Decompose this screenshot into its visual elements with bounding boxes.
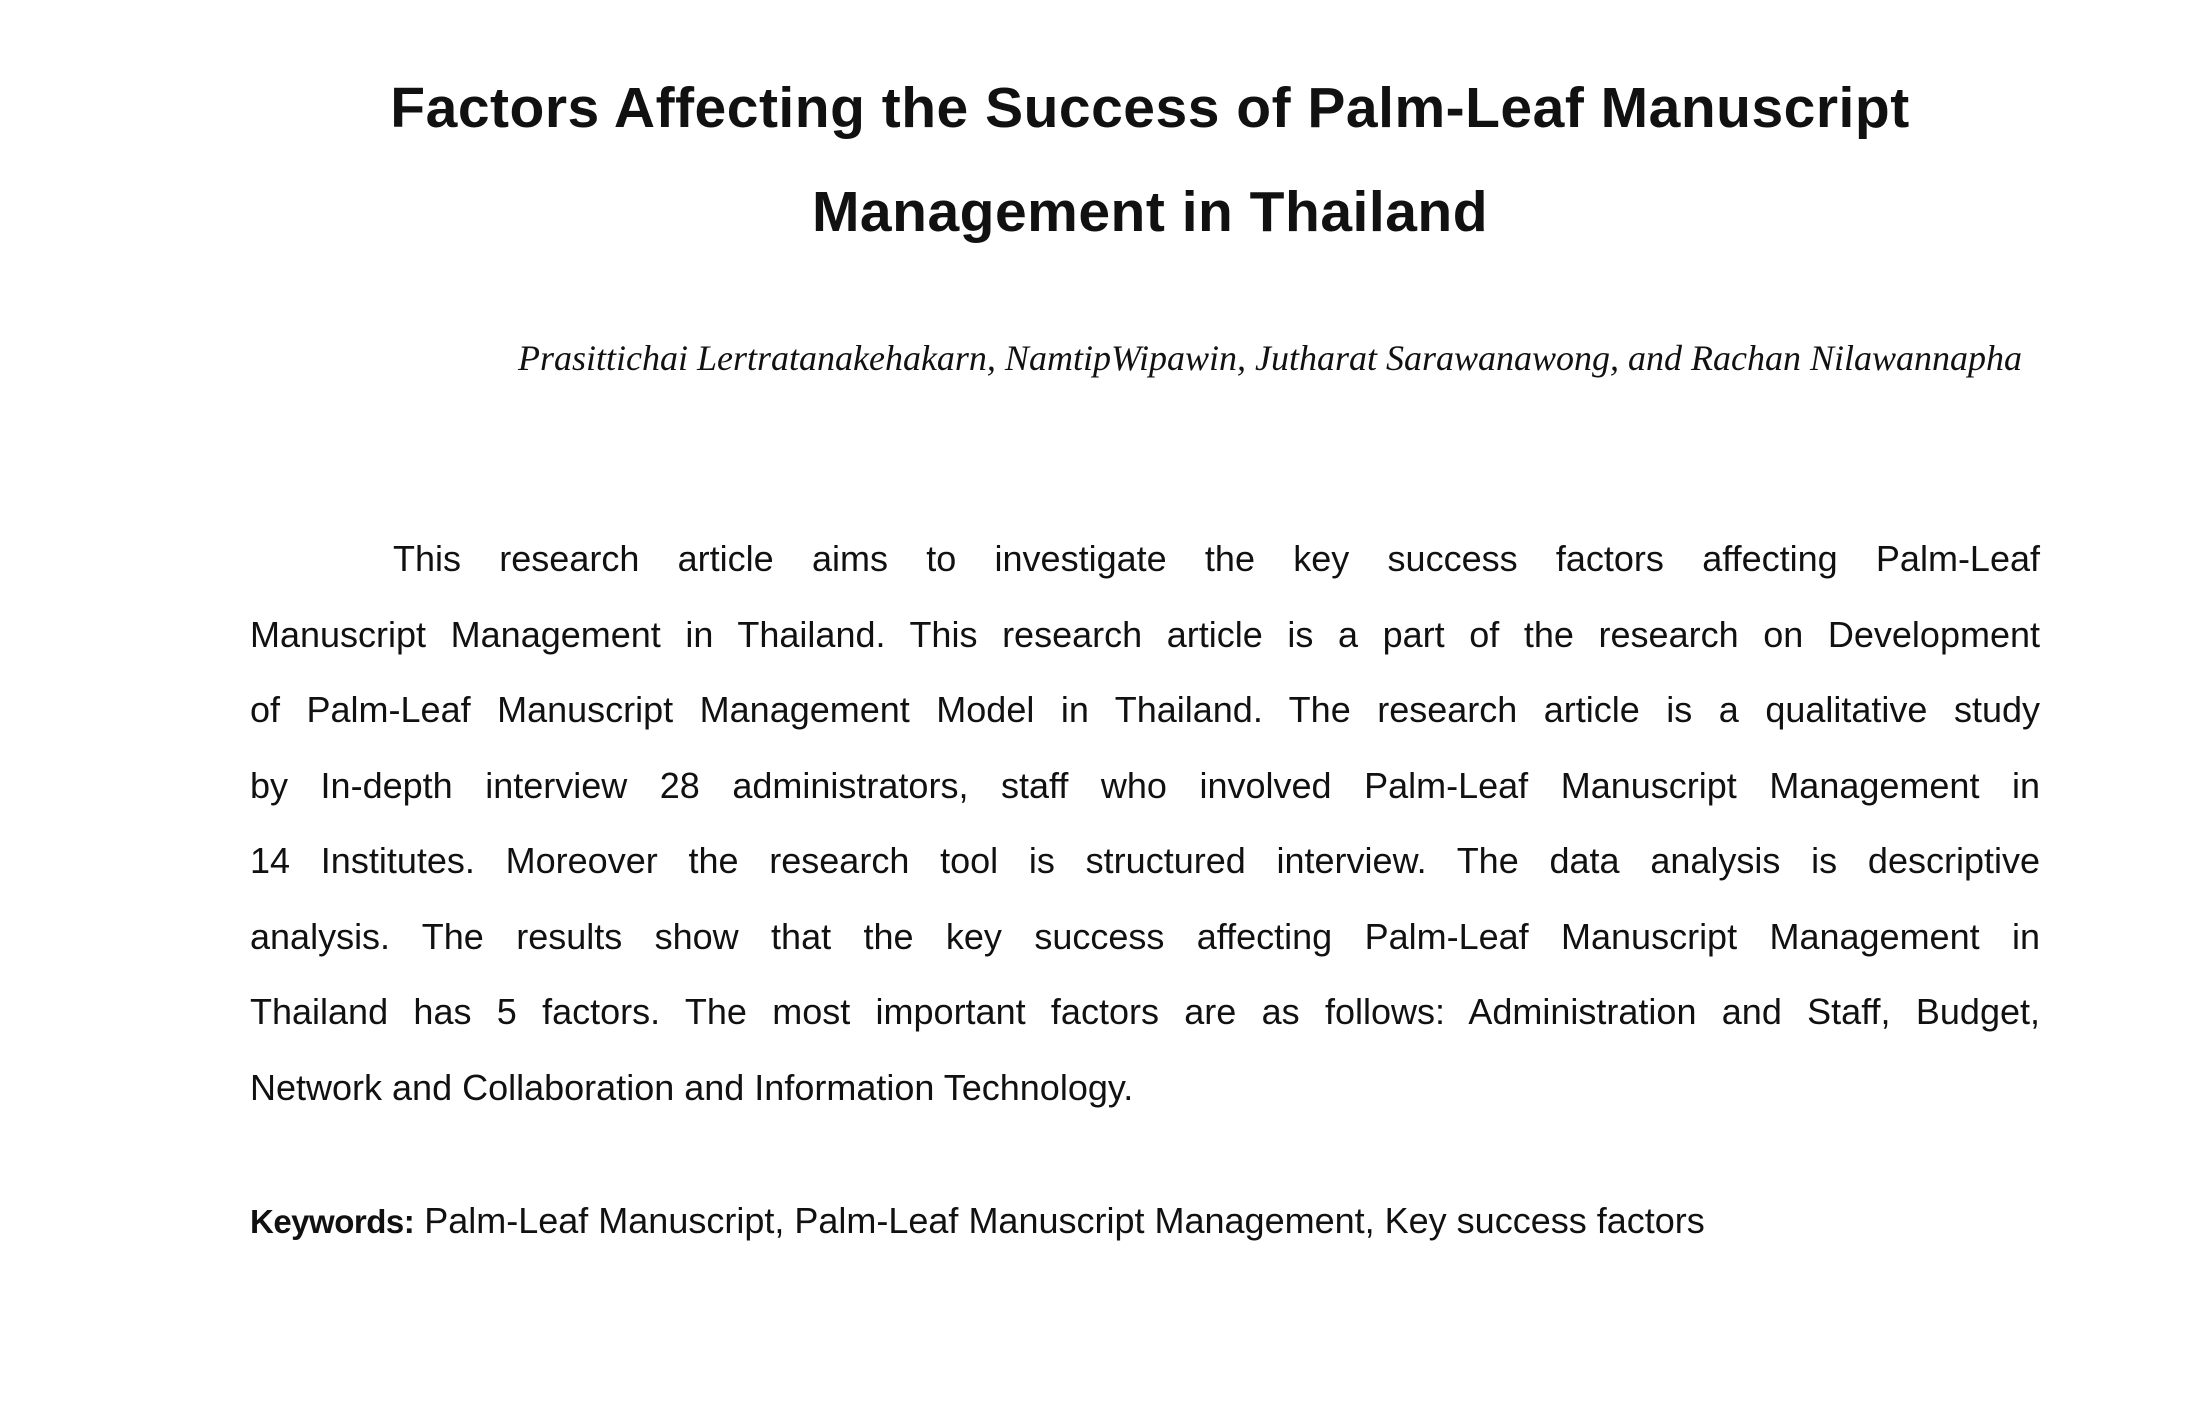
abstract-line: Manuscript Management in Thailand. This research article is a part of the research on Development <box>250 613 2040 655</box>
abstract-line: This research article aims to investigate the key success factors affecting Palm-Leaf <box>393 538 2040 579</box>
abstract-line: analysis. The results show that the key success affecting Palm-Leaf Manuscript Management in <box>250 915 2040 957</box>
keywords-section <box>250 1198 1705 1245</box>
abstract-line: of Palm-Leaf Manuscript Management Model in Thailand. The research article is a qualitative study <box>250 689 2040 730</box>
author-list: Prasittichai Lertratanakehakarn, NamtipWipawin, Jutharat Sarawanawong, and Rachan Nilawannapha <box>517 338 2022 378</box>
abstract-line: by In-depth interview 28 administrators, staff who involved Palm-Leaf Manuscript Management in <box>250 764 2040 806</box>
paper-title-line-1: Factors Affecting the Success of Palm-Leaf Manuscript <box>390 76 1910 140</box>
paper-title-line-2: Management in Thailand <box>811 180 1489 244</box>
abstract-line: Network and Collaboration and Information Technology. <box>250 1066 1134 1108</box>
keywords-text: Palm-Leaf Manuscript, Palm-Leaf Manuscript Management, Key success factors <box>414 1200 1705 1241</box>
abstract-line: 14 Institutes. Moreover the research tool is structured interview. The data analysis is descriptive <box>250 840 2040 881</box>
abstract-line: Thailand has 5 factors. The most important factors are as follows: Administration and Staff, Budget, <box>250 991 2040 1032</box>
abstract-paragraph <box>250 521 2040 1125</box>
keywords-label: Keywords: <box>250 1203 415 1240</box>
paper-title <box>250 56 2050 264</box>
